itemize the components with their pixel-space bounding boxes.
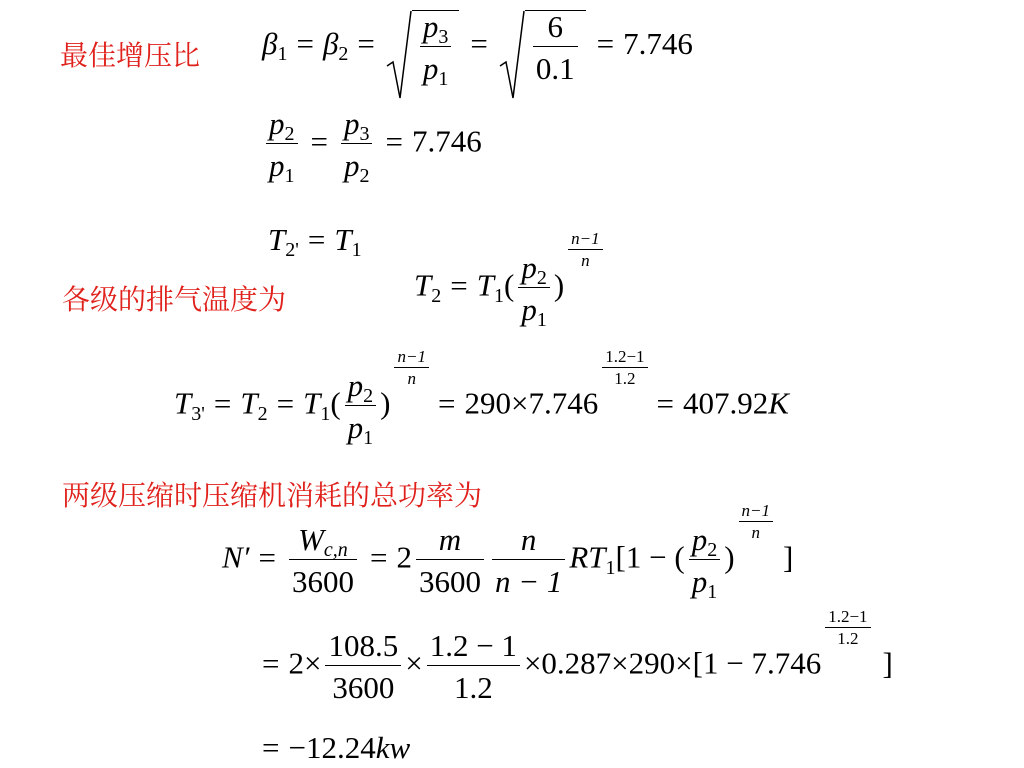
equation-intercooling-temp: T2' = T1 <box>268 222 362 261</box>
label-exhaust-temperature: 各级的排气温度为 <box>62 283 287 316</box>
equation-optimal-ratio: β1 = β2 = $\frac{p3}{p1}$ = $\frac{6}{0.1}$ = 7.746 <box>262 10 693 84</box>
label-best-pressure-ratio: 最佳增压比 <box>60 39 201 72</box>
equation-exhaust-temp-result: T3' = T2 = T1( $\frac{p2}{p1}$ ) $\frac{n-1}{n}$ = 290×7.746 $\frac{1.2-1}{1.2}$ = 407.92K <box>174 347 789 449</box>
label-total-power: 两级压缩时压缩机消耗的总功率为 <box>62 479 483 512</box>
equation-exhaust-temp-formula: T2 = T1( $\frac{p2}{p1}$ ) $\frac{n-1}{n}$ <box>414 252 603 325</box>
equation-stage-ratio: $\frac{p2}{p1}$ = $\frac{p3}{p2}$ = 7.746 <box>262 108 482 181</box>
equation-total-power-result: = −12.24kw <box>262 730 411 765</box>
equation-total-power-formula: N′ = $\frac{Wc,n}{3600}$ = 2 $\frac{m}{3600}$ $\frac{n}{n - 1}$ RT1[1 − ( $\frac{p2}{p1}$ ) $\frac{n-1}{n}$ ] <box>222 501 794 603</box>
sqrt-p3-over-p1: $\frac{p3}{p1}$ <box>386 10 460 84</box>
sqrt-6-over-0.1: $\frac{6}{0.1}$ <box>499 10 586 84</box>
equation-total-power-substitution: = 2× $\frac{108.5}{3600}$ × $\frac{1.2 - 1}{1.2}$ ×0.287×290×[1 − 7.746 $\frac{1.2-1}{1.2}$ ] <box>262 607 893 705</box>
